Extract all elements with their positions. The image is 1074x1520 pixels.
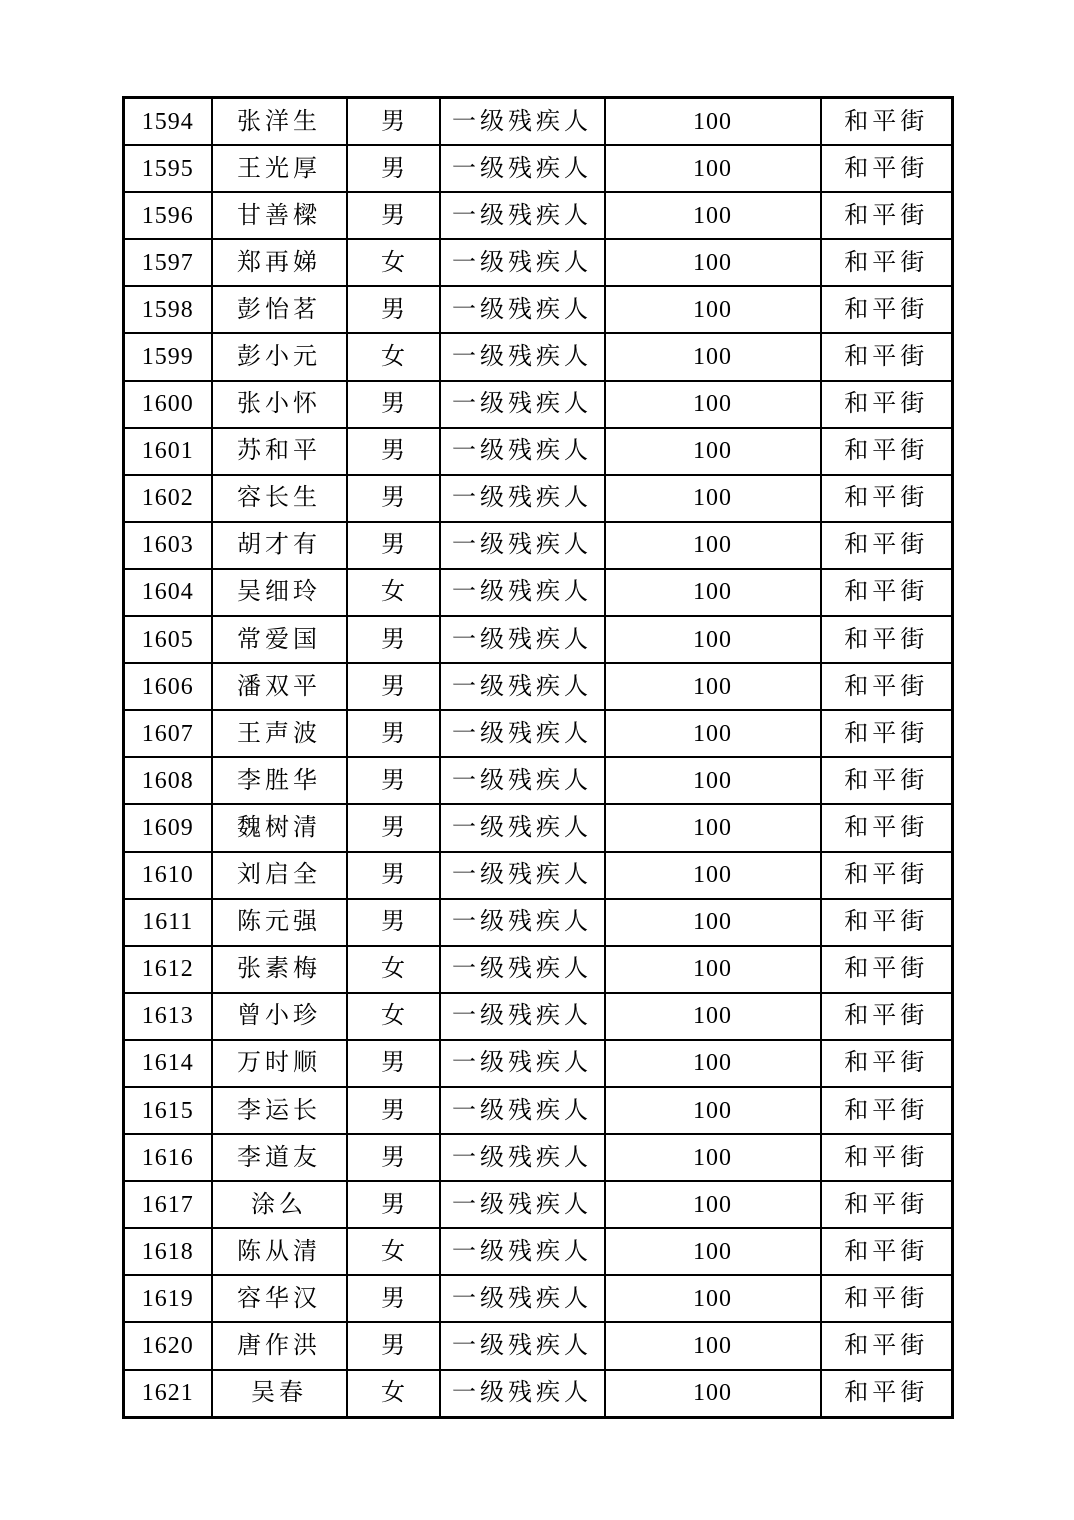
cell-street: 和平街	[821, 1134, 953, 1181]
table-row	[124, 1370, 953, 1418]
cell-gender: 男	[347, 381, 440, 428]
cell-category: 一级残疾人	[440, 98, 605, 146]
table-row	[124, 899, 953, 946]
cell-no: 1615	[124, 1087, 212, 1134]
table-row	[124, 852, 953, 899]
cell-no: 1595	[124, 145, 212, 192]
cell-no: 1613	[124, 993, 212, 1040]
table-row	[124, 98, 953, 146]
cell-category: 一级残疾人	[440, 710, 605, 757]
table-row	[124, 663, 953, 710]
table-row	[124, 333, 953, 380]
table-row	[124, 1040, 953, 1087]
cell-amount: 100	[605, 239, 821, 286]
cell-gender: 男	[347, 286, 440, 333]
cell-name: 李道友	[212, 1134, 347, 1181]
cell-gender: 女	[347, 1370, 440, 1418]
cell-gender: 男	[347, 1134, 440, 1181]
cell-name: 甘善樑	[212, 192, 347, 239]
cell-category: 一级残疾人	[440, 993, 605, 1040]
cell-category: 一级残疾人	[440, 1181, 605, 1228]
cell-no: 1605	[124, 616, 212, 663]
table-row	[124, 381, 953, 428]
cell-amount: 100	[605, 1228, 821, 1275]
cell-street: 和平街	[821, 1275, 953, 1322]
cell-street: 和平街	[821, 946, 953, 993]
cell-no: 1617	[124, 1181, 212, 1228]
cell-no: 1600	[124, 381, 212, 428]
cell-gender: 男	[347, 98, 440, 146]
cell-gender: 男	[347, 1275, 440, 1322]
cell-no: 1596	[124, 192, 212, 239]
cell-name: 容华汉	[212, 1275, 347, 1322]
cell-gender: 男	[347, 522, 440, 569]
roster-table-body	[124, 98, 953, 1418]
cell-gender: 男	[347, 899, 440, 946]
cell-street: 和平街	[821, 616, 953, 663]
cell-street: 和平街	[821, 1040, 953, 1087]
cell-name: 陈从清	[212, 1228, 347, 1275]
cell-street: 和平街	[821, 522, 953, 569]
cell-name: 彭怡茗	[212, 286, 347, 333]
cell-category: 一级残疾人	[440, 192, 605, 239]
cell-amount: 100	[605, 428, 821, 475]
cell-amount: 100	[605, 1322, 821, 1369]
table-row	[124, 1181, 953, 1228]
cell-category: 一级残疾人	[440, 333, 605, 380]
cell-amount: 100	[605, 1181, 821, 1228]
cell-no: 1614	[124, 1040, 212, 1087]
cell-name: 涂么	[212, 1181, 347, 1228]
cell-name: 潘双平	[212, 663, 347, 710]
cell-category: 一级残疾人	[440, 663, 605, 710]
cell-amount: 100	[605, 663, 821, 710]
cell-no: 1609	[124, 804, 212, 851]
cell-amount: 100	[605, 569, 821, 616]
cell-gender: 女	[347, 1228, 440, 1275]
cell-no: 1610	[124, 852, 212, 899]
cell-name: 郑再娣	[212, 239, 347, 286]
cell-gender: 男	[347, 852, 440, 899]
cell-amount: 100	[605, 192, 821, 239]
cell-amount: 100	[605, 946, 821, 993]
cell-street: 和平街	[821, 98, 953, 146]
cell-street: 和平街	[821, 192, 953, 239]
cell-name: 苏和平	[212, 428, 347, 475]
cell-no: 1612	[124, 946, 212, 993]
cell-gender: 男	[347, 1087, 440, 1134]
cell-amount: 100	[605, 1040, 821, 1087]
cell-amount: 100	[605, 475, 821, 522]
cell-name: 吴春	[212, 1370, 347, 1418]
cell-street: 和平街	[821, 710, 953, 757]
cell-street: 和平街	[821, 852, 953, 899]
table-row	[124, 946, 953, 993]
cell-amount: 100	[605, 852, 821, 899]
cell-no: 1606	[124, 663, 212, 710]
cell-amount: 100	[605, 522, 821, 569]
cell-amount: 100	[605, 757, 821, 804]
cell-no: 1602	[124, 475, 212, 522]
cell-category: 一级残疾人	[440, 428, 605, 475]
cell-name: 曾小珍	[212, 993, 347, 1040]
cell-category: 一级残疾人	[440, 1322, 605, 1369]
cell-amount: 100	[605, 616, 821, 663]
cell-name: 张洋生	[212, 98, 347, 146]
cell-name: 王声波	[212, 710, 347, 757]
table-row	[124, 1322, 953, 1369]
cell-category: 一级残疾人	[440, 1370, 605, 1418]
cell-no: 1619	[124, 1275, 212, 1322]
cell-amount: 100	[605, 1134, 821, 1181]
cell-street: 和平街	[821, 1322, 953, 1369]
cell-category: 一级残疾人	[440, 286, 605, 333]
cell-amount: 100	[605, 710, 821, 757]
cell-street: 和平街	[821, 899, 953, 946]
cell-no: 1607	[124, 710, 212, 757]
subsidy-roster-table	[122, 96, 954, 1419]
table-row	[124, 804, 953, 851]
cell-amount: 100	[605, 993, 821, 1040]
cell-category: 一级残疾人	[440, 522, 605, 569]
cell-street: 和平街	[821, 1087, 953, 1134]
cell-name: 胡才有	[212, 522, 347, 569]
cell-name: 常爱国	[212, 616, 347, 663]
cell-no: 1603	[124, 522, 212, 569]
cell-name: 张素梅	[212, 946, 347, 993]
cell-category: 一级残疾人	[440, 852, 605, 899]
cell-street: 和平街	[821, 475, 953, 522]
cell-gender: 女	[347, 239, 440, 286]
cell-street: 和平街	[821, 993, 953, 1040]
cell-amount: 100	[605, 98, 821, 146]
cell-no: 1597	[124, 239, 212, 286]
cell-gender: 女	[347, 993, 440, 1040]
cell-gender: 女	[347, 569, 440, 616]
cell-gender: 男	[347, 804, 440, 851]
table-row	[124, 475, 953, 522]
cell-no: 1618	[124, 1228, 212, 1275]
table-row	[124, 569, 953, 616]
table-row	[124, 1087, 953, 1134]
cell-category: 一级残疾人	[440, 946, 605, 993]
cell-no: 1601	[124, 428, 212, 475]
cell-gender: 男	[347, 663, 440, 710]
table-row	[124, 1228, 953, 1275]
cell-gender: 男	[347, 1322, 440, 1369]
cell-name: 刘启全	[212, 852, 347, 899]
table-row	[124, 428, 953, 475]
cell-street: 和平街	[821, 333, 953, 380]
cell-name: 张小怀	[212, 381, 347, 428]
cell-street: 和平街	[821, 1181, 953, 1228]
cell-name: 魏树清	[212, 804, 347, 851]
table-row	[124, 993, 953, 1040]
cell-category: 一级残疾人	[440, 757, 605, 804]
cell-category: 一级残疾人	[440, 1040, 605, 1087]
cell-amount: 100	[605, 1370, 821, 1418]
cell-category: 一级残疾人	[440, 569, 605, 616]
cell-gender: 男	[347, 145, 440, 192]
cell-gender: 男	[347, 475, 440, 522]
cell-street: 和平街	[821, 1228, 953, 1275]
cell-street: 和平街	[821, 381, 953, 428]
cell-street: 和平街	[821, 663, 953, 710]
cell-name: 李运长	[212, 1087, 347, 1134]
cell-gender: 女	[347, 946, 440, 993]
cell-category: 一级残疾人	[440, 145, 605, 192]
cell-gender: 男	[347, 1040, 440, 1087]
cell-amount: 100	[605, 804, 821, 851]
cell-name: 万时顺	[212, 1040, 347, 1087]
cell-no: 1608	[124, 757, 212, 804]
cell-gender: 男	[347, 616, 440, 663]
cell-street: 和平街	[821, 757, 953, 804]
cell-street: 和平街	[821, 145, 953, 192]
table-row	[124, 145, 953, 192]
cell-amount: 100	[605, 899, 821, 946]
cell-category: 一级残疾人	[440, 381, 605, 428]
table-row	[124, 192, 953, 239]
cell-no: 1604	[124, 569, 212, 616]
cell-name: 唐作洪	[212, 1322, 347, 1369]
cell-street: 和平街	[821, 1370, 953, 1418]
cell-no: 1616	[124, 1134, 212, 1181]
cell-street: 和平街	[821, 804, 953, 851]
cell-name: 吴细玲	[212, 569, 347, 616]
cell-no: 1621	[124, 1370, 212, 1418]
cell-gender: 男	[347, 1181, 440, 1228]
cell-category: 一级残疾人	[440, 475, 605, 522]
cell-name: 容长生	[212, 475, 347, 522]
cell-gender: 男	[347, 757, 440, 804]
cell-street: 和平街	[821, 428, 953, 475]
cell-category: 一级残疾人	[440, 804, 605, 851]
cell-no: 1620	[124, 1322, 212, 1369]
cell-amount: 100	[605, 286, 821, 333]
cell-category: 一级残疾人	[440, 1087, 605, 1134]
cell-gender: 女	[347, 333, 440, 380]
cell-amount: 100	[605, 1275, 821, 1322]
cell-gender: 男	[347, 428, 440, 475]
cell-amount: 100	[605, 381, 821, 428]
cell-gender: 男	[347, 710, 440, 757]
table-row	[124, 1275, 953, 1322]
cell-category: 一级残疾人	[440, 1275, 605, 1322]
table-row	[124, 239, 953, 286]
cell-category: 一级残疾人	[440, 1228, 605, 1275]
cell-name: 陈元强	[212, 899, 347, 946]
table-row	[124, 522, 953, 569]
cell-category: 一级残疾人	[440, 239, 605, 286]
cell-amount: 100	[605, 145, 821, 192]
cell-street: 和平街	[821, 286, 953, 333]
cell-name: 彭小元	[212, 333, 347, 380]
table-row	[124, 286, 953, 333]
cell-street: 和平街	[821, 569, 953, 616]
cell-gender: 男	[347, 192, 440, 239]
table-row	[124, 616, 953, 663]
cell-no: 1598	[124, 286, 212, 333]
cell-no: 1611	[124, 899, 212, 946]
cell-no: 1594	[124, 98, 212, 146]
cell-category: 一级残疾人	[440, 899, 605, 946]
cell-name: 王光厚	[212, 145, 347, 192]
cell-amount: 100	[605, 333, 821, 380]
cell-category: 一级残疾人	[440, 1134, 605, 1181]
table-row	[124, 1134, 953, 1181]
cell-amount: 100	[605, 1087, 821, 1134]
table-row	[124, 757, 953, 804]
cell-category: 一级残疾人	[440, 616, 605, 663]
cell-street: 和平街	[821, 239, 953, 286]
table-row	[124, 710, 953, 757]
cell-name: 李胜华	[212, 757, 347, 804]
cell-no: 1599	[124, 333, 212, 380]
